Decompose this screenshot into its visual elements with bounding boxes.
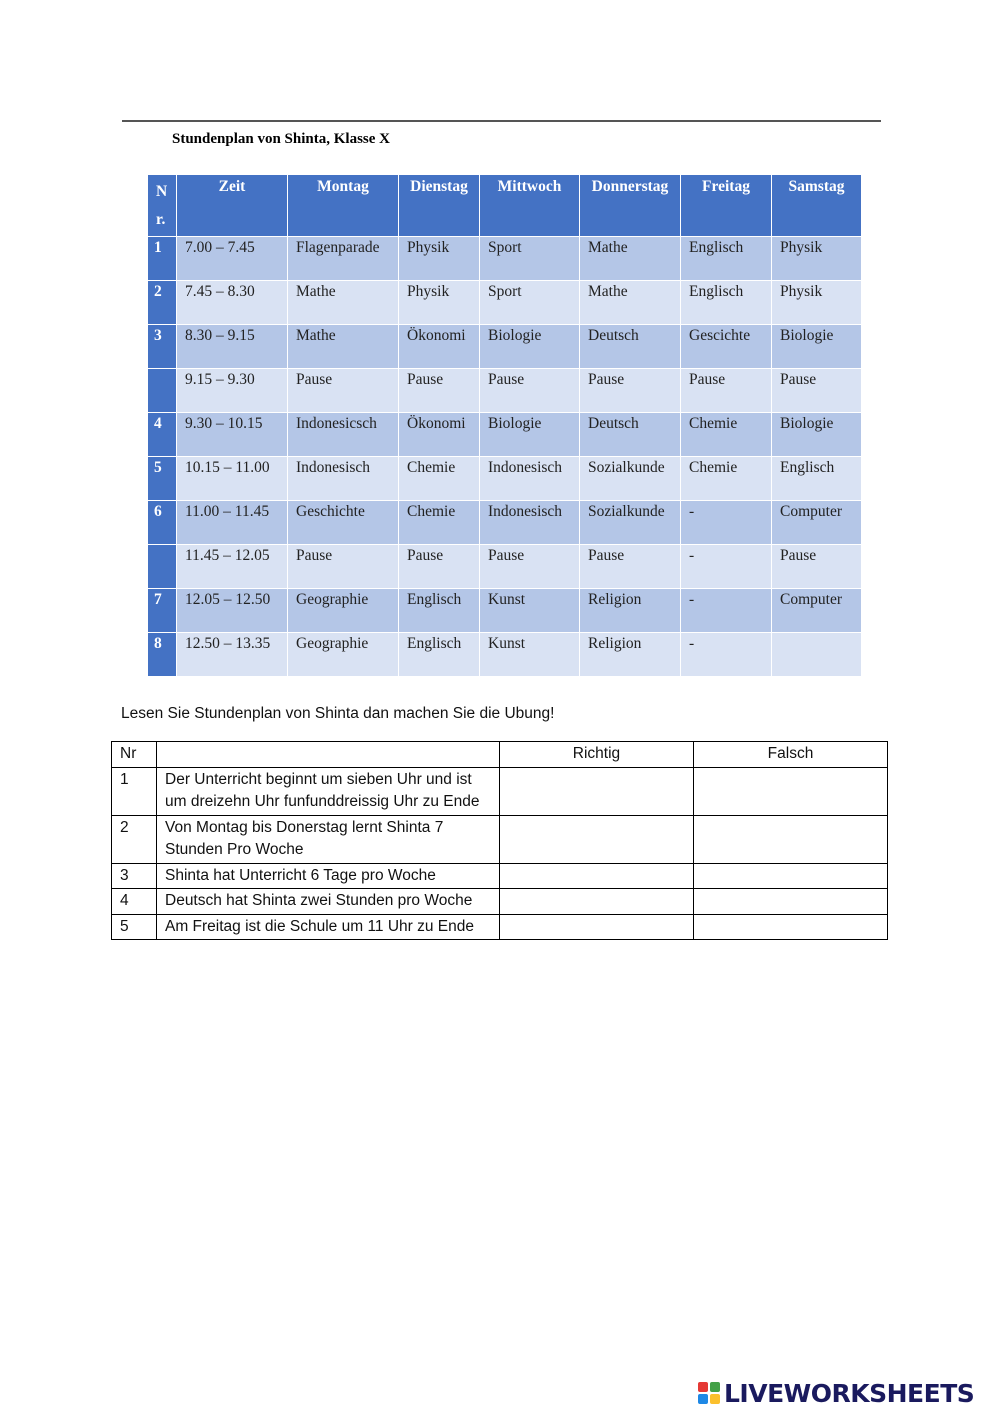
logo-square (698, 1382, 708, 1392)
quiz-statement: Am Freitag ist die Schule um 11 Uhr zu Ende (157, 914, 500, 940)
quiz-table (111, 741, 888, 940)
schedule-cell-mittwoch: Sport (480, 281, 580, 325)
schedule-row (148, 369, 862, 413)
schedule-cell-freitag: - (681, 545, 772, 589)
liveworksheets-mark-icon (698, 1382, 720, 1404)
schedule-title: Stundenplan von Shinta, Klasse X (172, 131, 390, 147)
schedule-cell-dienstag: Ökonomi (399, 325, 480, 369)
schedule-cell-dienstag: Ökonomi (399, 413, 480, 457)
schedule-cell-mittwoch: Kunst (480, 633, 580, 677)
schedule-row (148, 545, 862, 589)
schedule-cell-montag: Mathe (288, 325, 399, 369)
quiz-header-richtig: Richtig (500, 742, 694, 768)
schedule-cell-mittwoch: Sport (480, 237, 580, 281)
quiz-row (112, 815, 888, 863)
schedule-cell-montag: Geschichte (288, 501, 399, 545)
schedule-cell-freitag: Englisch (681, 237, 772, 281)
schedule-cell-dienstag: Physik (399, 237, 480, 281)
schedule-cell-samstag: Pause (772, 545, 862, 589)
schedule-cell-samstag: Computer (772, 589, 862, 633)
schedule-cell-montag: Geographie (288, 589, 399, 633)
quiz-row (112, 767, 888, 815)
header-nr: N r. (148, 175, 177, 237)
quiz-header-nr: Nr (112, 742, 157, 768)
schedule-cell-freitag: - (681, 589, 772, 633)
schedule-cell-nr: 6 (148, 501, 177, 545)
schedule-cell-nr: 5 (148, 457, 177, 501)
schedule-cell-zeit: 11.00 – 11.45 (177, 501, 288, 545)
schedule-row (148, 589, 862, 633)
schedule-cell-donnerstag: Deutsch (580, 413, 681, 457)
schedule-cell-mittwoch: Indonesisch (480, 457, 580, 501)
schedule-row (148, 413, 862, 457)
schedule-cell-dienstag: Pause (399, 545, 480, 589)
schedule-cell-mittwoch: Kunst (480, 589, 580, 633)
schedule-cell-dienstag: Englisch (399, 633, 480, 677)
falsch-answer-cell[interactable] (694, 815, 888, 863)
schedule-cell-donnerstag: Mathe (580, 281, 681, 325)
schedule-cell-samstag: Biologie (772, 413, 862, 457)
schedule-row (148, 633, 862, 677)
schedule-table (147, 174, 862, 677)
header-samstag: Samstag (772, 175, 862, 237)
falsch-answer-cell[interactable] (694, 914, 888, 940)
liveworksheets-wordmark: LIVEWORKSHEETS (724, 1378, 975, 1408)
header-mittwoch: Mittwoch (480, 175, 580, 237)
richtig-answer-cell[interactable] (500, 914, 694, 940)
schedule-cell-samstag: Physik (772, 237, 862, 281)
schedule-cell-zeit: 10.15 – 11.00 (177, 457, 288, 501)
schedule-cell-mittwoch: Pause (480, 369, 580, 413)
schedule-cell-zeit: 11.45 – 12.05 (177, 545, 288, 589)
schedule-cell-montag: Pause (288, 369, 399, 413)
logo-square (710, 1394, 720, 1404)
schedule-cell-nr: 1 (148, 237, 177, 281)
quiz-row-number: 5 (112, 914, 157, 940)
schedule-cell-zeit: 12.50 – 13.35 (177, 633, 288, 677)
schedule-cell-nr (148, 545, 177, 589)
schedule-cell-freitag: - (681, 633, 772, 677)
richtig-answer-cell[interactable] (500, 815, 694, 863)
schedule-cell-zeit: 9.15 – 9.30 (177, 369, 288, 413)
schedule-cell-donnerstag: Mathe (580, 237, 681, 281)
header-dienstag: Dienstag (399, 175, 480, 237)
schedule-cell-zeit: 7.00 – 7.45 (177, 237, 288, 281)
schedule-cell-freitag: Chemie (681, 413, 772, 457)
header-freitag: Freitag (681, 175, 772, 237)
schedule-header-row (148, 175, 862, 237)
schedule-cell-mittwoch: Pause (480, 545, 580, 589)
schedule-row (148, 501, 862, 545)
schedule-cell-zeit: 8.30 – 9.15 (177, 325, 288, 369)
logo-square (698, 1394, 708, 1404)
richtig-answer-cell[interactable] (500, 863, 694, 889)
schedule-cell-nr: 8 (148, 633, 177, 677)
schedule-cell-dienstag: Chemie (399, 457, 480, 501)
schedule-cell-zeit: 12.05 – 12.50 (177, 589, 288, 633)
schedule-cell-montag: Flagenparade (288, 237, 399, 281)
schedule-cell-dienstag: Physik (399, 281, 480, 325)
schedule-row (148, 457, 862, 501)
schedule-cell-nr: 3 (148, 325, 177, 369)
schedule-cell-donnerstag: Religion (580, 633, 681, 677)
schedule-cell-montag: Indonesicsch (288, 413, 399, 457)
quiz-row (112, 863, 888, 889)
schedule-cell-freitag: Pause (681, 369, 772, 413)
quiz-row-number: 1 (112, 767, 157, 815)
schedule-cell-montag: Mathe (288, 281, 399, 325)
quiz-row (112, 914, 888, 940)
falsch-answer-cell[interactable] (694, 767, 888, 815)
schedule-cell-zeit: 7.45 – 8.30 (177, 281, 288, 325)
quiz-statement: Von Montag bis Donerstag lernt Shinta 7 Stunden Pro Woche (157, 815, 500, 863)
quiz-row (112, 889, 888, 915)
schedule-cell-mittwoch: Biologie (480, 413, 580, 457)
header-montag: Montag (288, 175, 399, 237)
schedule-cell-nr: 2 (148, 281, 177, 325)
richtig-answer-cell[interactable] (500, 889, 694, 915)
quiz-row-number: 2 (112, 815, 157, 863)
schedule-cell-nr (148, 369, 177, 413)
quiz-header-falsch: Falsch (694, 742, 888, 768)
quiz-statement: Deutsch hat Shinta zwei Stunden pro Woche (157, 889, 500, 915)
schedule-cell-samstag: Englisch (772, 457, 862, 501)
quiz-row-number: 3 (112, 863, 157, 889)
schedule-cell-freitag: Englisch (681, 281, 772, 325)
schedule-cell-donnerstag: Religion (580, 589, 681, 633)
schedule-cell-dienstag: Pause (399, 369, 480, 413)
schedule-cell-donnerstag: Pause (580, 545, 681, 589)
schedule-cell-nr: 4 (148, 413, 177, 457)
schedule-cell-donnerstag: Sozialkunde (580, 501, 681, 545)
schedule-cell-donnerstag: Pause (580, 369, 681, 413)
schedule-cell-montag: Indonesisch (288, 457, 399, 501)
schedule-cell-donnerstag: Sozialkunde (580, 457, 681, 501)
schedule-cell-samstag: Physik (772, 281, 862, 325)
schedule-cell-freitag: Chemie (681, 457, 772, 501)
quiz-row-number: 4 (112, 889, 157, 915)
top-rule (122, 120, 881, 122)
schedule-cell-dienstag: Chemie (399, 501, 480, 545)
schedule-cell-nr: 7 (148, 589, 177, 633)
schedule-row (148, 237, 862, 281)
falsch-answer-cell[interactable] (694, 863, 888, 889)
instruction-text: Lesen Sie Stundenplan von Shinta dan machen Sie die Ubung! (121, 705, 555, 722)
schedule-cell-montag: Pause (288, 545, 399, 589)
schedule-row (148, 281, 862, 325)
schedule-cell-samstag: Pause (772, 369, 862, 413)
schedule-cell-samstag (772, 633, 862, 677)
schedule-cell-mittwoch: Biologie (480, 325, 580, 369)
quiz-header-row (112, 742, 888, 768)
schedule-cell-samstag: Biologie (772, 325, 862, 369)
logo-square (710, 1382, 720, 1392)
quiz-statement: Der Unterricht beginnt um sieben Uhr und ist um dreizehn Uhr funfunddreissig Uhr zu Ende (157, 767, 500, 815)
schedule-row (148, 325, 862, 369)
schedule-cell-freitag: - (681, 501, 772, 545)
schedule-cell-mittwoch: Indonesisch (480, 501, 580, 545)
richtig-answer-cell[interactable] (500, 767, 694, 815)
schedule-cell-zeit: 9.30 – 10.15 (177, 413, 288, 457)
schedule-cell-montag: Geographie (288, 633, 399, 677)
header-donnerstag: Donnerstag (580, 175, 681, 237)
schedule-cell-freitag: Gescichte (681, 325, 772, 369)
quiz-statement: Shinta hat Unterricht 6 Tage pro Woche (157, 863, 500, 889)
schedule-cell-donnerstag: Deutsch (580, 325, 681, 369)
header-zeit: Zeit (177, 175, 288, 237)
schedule-cell-samstag: Computer (772, 501, 862, 545)
liveworksheets-logo (698, 1378, 974, 1408)
quiz-header-statement (157, 742, 500, 768)
falsch-answer-cell[interactable] (694, 889, 888, 915)
schedule-cell-dienstag: Englisch (399, 589, 480, 633)
